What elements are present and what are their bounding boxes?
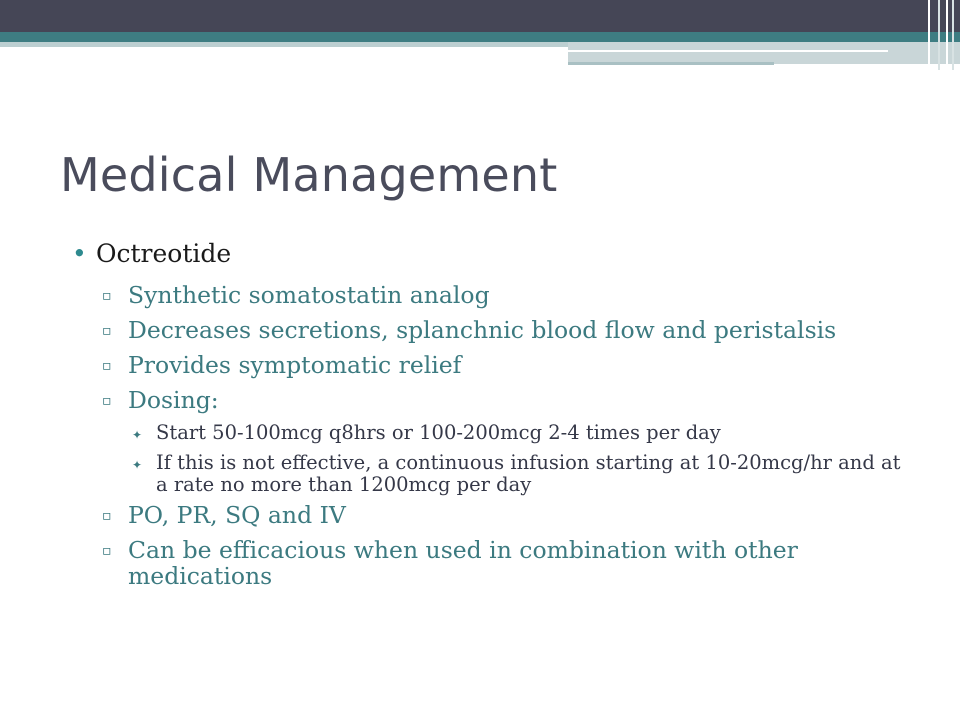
square-bullet-icon: ▫ — [102, 358, 112, 374]
header-bar — [0, 0, 960, 32]
bullet-level2 — [102, 387, 912, 414]
square-bullet-icon: ▫ — [102, 508, 112, 524]
bullet-level1 — [72, 238, 912, 270]
bullet-level2 — [102, 537, 912, 589]
bullet-level2 — [102, 317, 912, 344]
bullet-text: Can be efficacious when used in combination with other medications — [128, 536, 798, 590]
header-vertical-line — [928, 0, 930, 70]
bullet-level2 — [102, 502, 912, 529]
bullet-dot-icon: • — [72, 239, 87, 268]
bullet-text: Start 50-100mcg q8hrs or 100-200mcg 2-4 times per day — [156, 421, 721, 444]
bullet-text: Synthetic somatostatin analog — [128, 281, 490, 309]
header-vertical-line — [946, 0, 948, 70]
star-bullet-icon: ✦ — [132, 428, 143, 442]
bullet-level3 — [132, 422, 912, 446]
square-bullet-icon: ▫ — [102, 323, 112, 339]
bullet-text: If this is not effective, a continuous infusion starting at 10-20mcg/hr and at a rate no more than 1200mcg per day — [156, 451, 901, 496]
square-bullet-icon: ▫ — [102, 393, 112, 409]
header-stripe — [0, 42, 570, 47]
star-bullet-icon: ✦ — [132, 458, 143, 472]
header-stripe — [568, 50, 888, 52]
bullet-text: Provides symptomatic relief — [128, 351, 462, 379]
square-bullet-icon: ▫ — [102, 288, 112, 304]
slide-body — [72, 238, 912, 597]
header-accent-band — [0, 32, 960, 42]
bullet-text: Octreotide — [96, 239, 232, 268]
square-bullet-icon: ▫ — [102, 543, 112, 559]
header-stripe — [568, 42, 960, 64]
bullet-level3 — [132, 452, 912, 496]
header-stripe — [568, 62, 774, 65]
header-vertical-line — [938, 0, 940, 70]
bullet-text: Dosing: — [128, 386, 219, 414]
bullet-text: PO, PR, SQ and IV — [128, 501, 346, 529]
bullet-level2 — [102, 282, 912, 309]
bullet-level2 — [102, 352, 912, 379]
header-vertical-line — [952, 0, 954, 70]
slide-title: Medical Management — [60, 148, 558, 202]
bullet-text: Decreases secretions, splanchnic blood flow and peristalsis — [128, 316, 837, 344]
